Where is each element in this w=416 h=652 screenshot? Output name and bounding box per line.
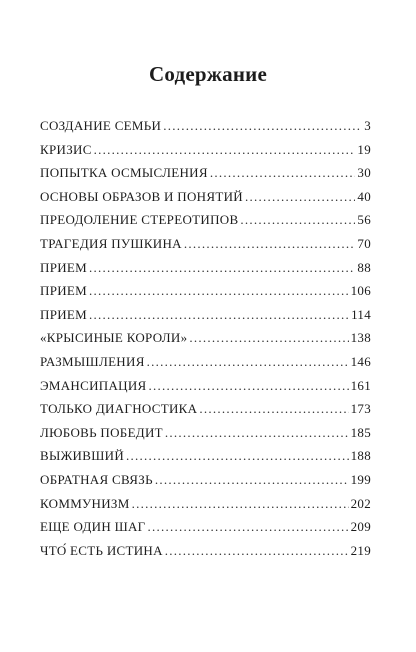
toc-entry-page-number: 185 <box>350 424 371 440</box>
toc-dot-leader <box>126 448 349 464</box>
toc-entry-title: ПРИЕМ <box>40 306 88 322</box>
toc-entry-title: ПОПЫТКА ОСМЫСЛЕНИЯ <box>40 165 208 181</box>
toc-entry <box>40 118 371 142</box>
toc-entry-title: СОЗДАНИЕ СЕМЬИ <box>40 118 162 133</box>
toc-dot-leader <box>165 425 349 441</box>
toc-entry <box>40 142 371 166</box>
toc-entry-page-number: 173 <box>350 401 371 417</box>
toc-dot-leader <box>132 496 349 512</box>
toc-dot-leader <box>147 354 349 370</box>
toc-entry-title: КОММУНИЗМ <box>40 495 130 511</box>
toc-dot-leader <box>165 543 349 559</box>
toc-entry <box>40 543 371 567</box>
toc-entry-page-number: 3 <box>364 118 371 133</box>
toc-entry-title: ПРИЕМ <box>40 259 88 275</box>
toc-entry-page-number: 219 <box>350 542 371 558</box>
toc-entry-page-number: 106 <box>350 283 371 299</box>
toc-entry-title: РАЗМЫШЛЕНИЯ <box>40 353 145 369</box>
toc-entry-title: ПРЕОДОЛЕНИЕ СТЕРЕОТИПОВ <box>40 212 239 228</box>
toc-dot-leader <box>89 307 349 323</box>
toc-entry <box>40 307 371 331</box>
toc-entry <box>40 378 371 402</box>
page-title: Содержание <box>149 62 267 86</box>
toc-entry <box>40 401 371 425</box>
toc-entry-title: ЭМАНСИПАЦИЯ <box>40 377 147 393</box>
toc-entry <box>40 519 371 543</box>
toc-entry <box>40 212 371 236</box>
toc-entry-page-number: 202 <box>350 495 371 511</box>
toc-entry-page-number: 138 <box>350 330 371 346</box>
toc-entry-page-number: 114 <box>351 306 371 322</box>
toc-dot-leader <box>184 236 356 252</box>
toc-entry-title: ТРАГЕДИЯ ПУШКИНА <box>40 235 182 251</box>
toc-entry <box>40 472 371 496</box>
toc-entry <box>40 260 371 284</box>
toc-entry-title: ЛЮБОВЬ ПОБЕДИТ <box>40 424 163 440</box>
toc-dot-leader <box>94 142 356 158</box>
toc-dot-leader <box>89 283 349 299</box>
toc-entry <box>40 236 371 260</box>
toc-entry-page-number: 199 <box>350 471 371 487</box>
toc-entry <box>40 425 371 449</box>
toc-entry <box>40 448 371 472</box>
toc-entry-page-number: 70 <box>357 235 371 251</box>
toc-entry-title: ОСНОВЫ ОБРАЗОВ И ПОНЯТИЙ <box>40 188 243 204</box>
toc-entry <box>40 283 371 307</box>
toc-entry-page-number: 30 <box>357 165 371 181</box>
toc-entry <box>40 496 371 520</box>
toc-dot-leader <box>210 165 356 181</box>
toc-entry-title: ОБРАТНАЯ СВЯЗЬ <box>40 471 153 487</box>
toc-dot-leader <box>155 472 349 488</box>
toc-entry-title: ТОЛЬКО ДИАГНОСТИКА <box>40 401 198 417</box>
toc-entry <box>40 330 371 354</box>
toc-dot-leader <box>163 118 362 134</box>
toc-entry-page-number: 88 <box>357 259 371 275</box>
toc-dot-leader <box>189 330 348 346</box>
toc-entry <box>40 165 371 189</box>
toc-dot-leader <box>89 260 355 276</box>
toc-dot-leader <box>245 189 355 205</box>
toc-entry <box>40 354 371 378</box>
toc-entry-page-number: 188 <box>350 448 371 464</box>
toc-entry-page-number: 40 <box>357 188 371 204</box>
toc-entry-page-number: 56 <box>357 212 371 228</box>
toc-entry <box>40 189 371 213</box>
toc-entry-page-number: 161 <box>350 377 371 393</box>
toc-entry-page-number: 209 <box>350 519 371 535</box>
toc-entry-page-number: 19 <box>357 141 371 157</box>
toc-dot-leader <box>199 401 348 417</box>
toc-dot-leader <box>240 212 355 228</box>
toc-entry-title: ЕЩЕ ОДИН ШАГ <box>40 519 146 535</box>
toc-entry-title: ЧТО́ ЕСТЬ ИСТИНА <box>40 542 163 558</box>
toc-dot-leader <box>148 519 349 535</box>
toc-entry-page-number: 146 <box>350 353 371 369</box>
toc-entry-title: ВЫЖИВШИЙ <box>40 448 125 464</box>
toc-entry-title: КРИЗИС <box>40 141 92 157</box>
table-of-contents <box>40 118 371 566</box>
toc-entry-title: «КРЫСИНЫЕ КОРОЛИ» <box>40 330 188 346</box>
toc-dot-leader <box>149 378 349 394</box>
toc-entry-title: ПРИЕМ <box>40 283 88 299</box>
